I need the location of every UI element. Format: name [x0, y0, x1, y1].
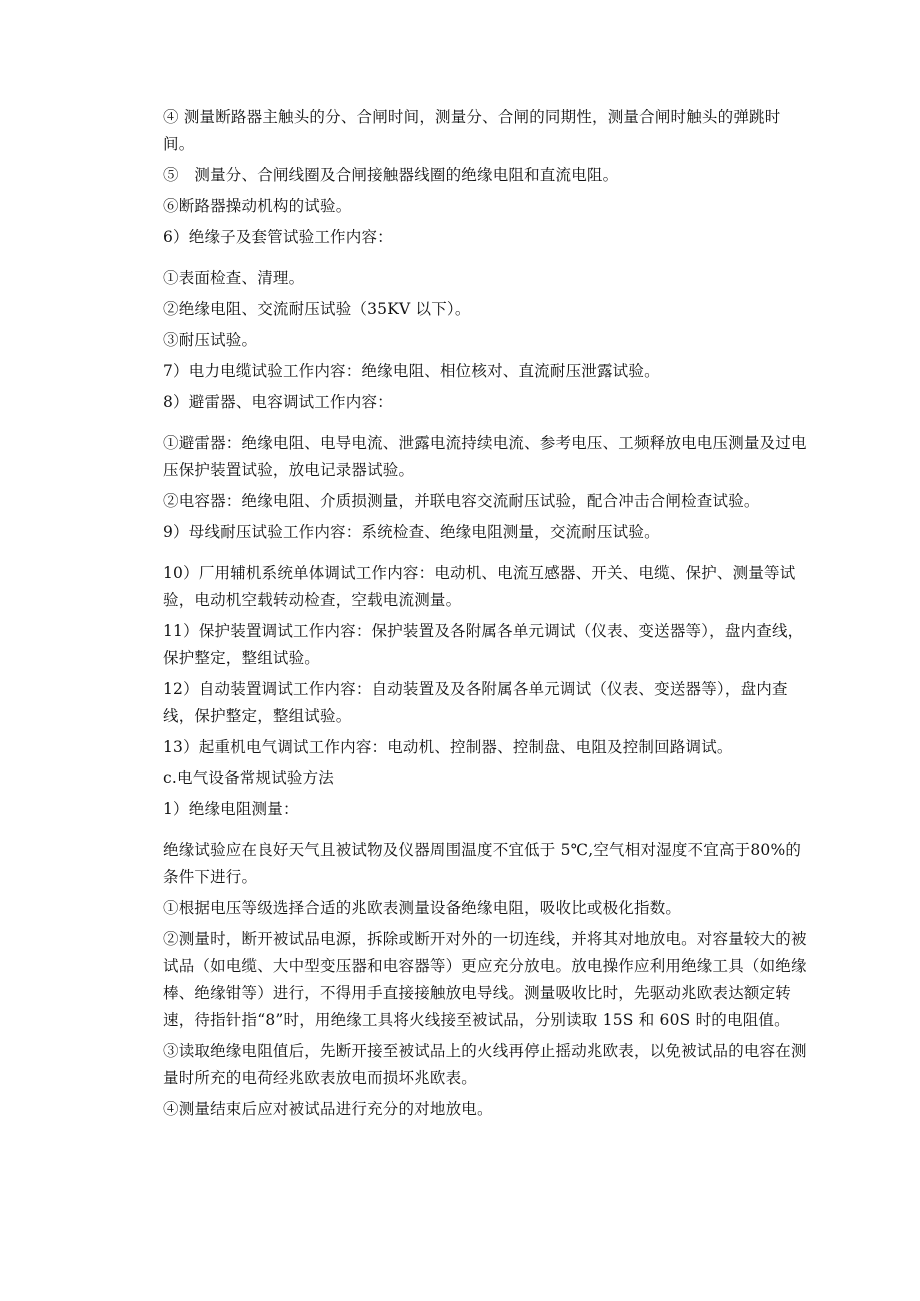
section-heading-12: 12）自动装置调试工作内容：自动装置及及各附属各单元调试（仪表、变送器等），盘内查线，保护整定，整组试验。: [163, 680, 788, 725]
paragraph-insulator-2: ②绝缘电阻、交流耐压试验（35KV 以下）。: [163, 300, 471, 318]
paragraph-insulator-1: ①表面检查、清理。: [163, 269, 305, 287]
section-heading-9: 9）母线耐压试验工作内容：系统检查、绝缘电阻测量，交流耐压试验。: [163, 523, 660, 541]
paragraph-capacitor: ②电容器：绝缘电阻、介质损测量，并联电容交流耐压试验，配合冲击合闸检查试验。: [163, 492, 760, 510]
paragraph-step-2: ②测量时，断开被试品电源，拆除或断开对外的一切连线，并将其对地放电。对容量较大的被试品（如电缆、大中型变压器和电容器等）更应充分放电。放电操作应利用绝缘工具（如绝缘棒、绝缘钳等）进行，不得用手直接接触放电导线。测量吸收比时，先驱动兆欧表达额定转速，待指针指“8”时，用绝缘工具将火线接至被试品，分别读取 15S 和 60S 时的电阻值。: [163, 930, 807, 1029]
section-heading-11: 11）保护装置调试工作内容：保护装置及各附属各单元调试（仪表、变送器等），盘内查线，保护整定，整组试验。: [163, 622, 804, 667]
section-heading-10: 10）厂用辅机系统单体调试工作内容：电动机、电流互感器、开关、电缆、保护、测量等试验，电动机空载转动检查，空载电流测量。: [163, 564, 796, 609]
section-heading-6: 6）绝缘子及套管试验工作内容：: [163, 228, 393, 246]
paragraph-step-4: ④测量结束后应对被试品进行充分的对地放电。: [163, 1100, 493, 1118]
paragraph-item-6-mechanism: ⑥断路器操动机构的试验。: [163, 197, 352, 215]
section-heading-c: c.电气设备常规试验方法: [163, 769, 335, 787]
section-heading-13: 13）起重机电气调试工作内容：电动机、控制器、控制盘、电阻及控制回路调试。: [163, 738, 733, 756]
document-body: [163, 104, 811, 1123]
section-heading-7: 7）电力电缆试验工作内容：绝缘电阻、相位核对、直流耐压泄露试验。: [163, 362, 660, 380]
subsection-heading-1: 1）绝缘电阻测量：: [163, 800, 299, 818]
paragraph-insulation-conditions: 绝缘试验应在良好天气且被试物及仪器周围温度不宜低于 5℃,空气相对湿度不宜高于80%的条件下进行。: [163, 841, 802, 886]
section-heading-8: 8）避雷器、电容调试工作内容：: [163, 393, 393, 411]
paragraph-arrester: ①避雷器：绝缘电阻、电导电流、泄露电流持续电流、参考电压、工频释放电电压测量及过电压保护装置试验，放电记录器试验。: [163, 434, 807, 479]
paragraph-insulator-3: ③耐压试验。: [163, 331, 258, 349]
paragraph-step-1: ①根据电压等级选择合适的兆欧表测量设备绝缘电阻，吸收比或极化指数。: [163, 899, 682, 917]
paragraph-step-3: ③读取绝缘电阻值后，先断开接至被试品上的火线再停止摇动兆欧表，以免被试品的电容在测量时所充的电荷经兆欧表放电而损坏兆欧表。: [163, 1042, 807, 1087]
paragraph-item-4-timing: ④ 测量断路器主触头的分、合闸时间，测量分、合闸的同期性，测量合闸时触头的弹跳时间。: [163, 108, 781, 153]
paragraph-item-5-coil: ⑤ 测量分、合闸线圈及合闸接触器线圈的绝缘电阻和直流电阻。: [163, 166, 619, 184]
